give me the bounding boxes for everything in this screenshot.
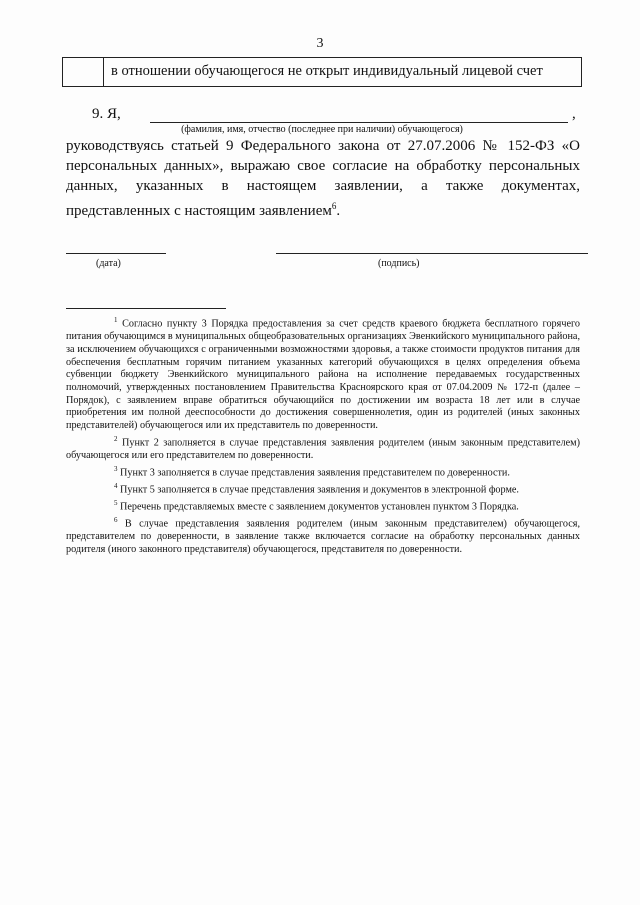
page-number: 3: [316, 36, 324, 51]
footnote-2: [66, 433, 580, 463]
footnote-text: В случае представления заявления родителем (иным законным представителем) обучающегося, представителем по доверенности, в заявление также включается согласие на обработку персональных данных родителя (иного законного представителя) обучающегося, представителя по доверенности.: [66, 518, 580, 555]
footnote-ref: 6: [114, 515, 118, 524]
footnote-text: Пункт 5 заполняется в случае представления заявления и документов в электронной форме.: [120, 484, 519, 495]
footnote-text: Пункт 3 заполняется в случае представления заявления представителем по доверенности.: [120, 466, 510, 478]
footnote-4: [66, 480, 580, 497]
footnote-text: Пункт 2 заполняется в случае представления заявления родителем (иным законным представителем) обучающегося или его представителем по доверенности.: [66, 437, 580, 461]
footnote-ref: 3: [114, 464, 118, 473]
footnote-1: [66, 314, 580, 433]
footnote-ref: 2: [114, 434, 118, 443]
footnote-ref: 4: [114, 481, 118, 490]
account-status-checkbox[interactable]: [63, 58, 104, 86]
consent-paragraph: [66, 136, 580, 221]
footnote-text: Перечень представляемых вместе с заявлением документов установлен пунктом 3 Порядка.: [120, 501, 519, 513]
account-status-row: [62, 57, 582, 87]
footnote-text: Согласно пункту 3 Порядка предоставления за счет средств краевого бюджета бесплатного горячего питания обучающимся в муниципальных общеобразовательных организациях Эвенкийского муниципального района, за исключением обучающихся с ограниченными возможностями здоровья, а также стоимости продуктов питания для обеспечения бесплатным горячим питанием указанных категорий обучающихся в целях определения объема субвенции бюджету Эвенкийского муниципального района на исполнение передаваемых государственных полномочий, утвержденных постановлением Правительства Красноярского края от 07.04.2009 № 172-п (далее – Порядок), с заявлением вправе обратиться обучающийся по достижении им возраста 18 лет или в случае приобретения им полной дееспособности до достижения совершеннолетия, один из родителей (иных законных представителей) обучающегося или их представитель по доверенности.: [66, 318, 581, 432]
footnote-3: [66, 463, 580, 480]
signature-caption: (подпись): [378, 258, 420, 269]
footnotes: [66, 314, 580, 556]
footnote-5: [66, 497, 580, 514]
student-fio-field[interactable]: [150, 122, 568, 123]
item-9-comma: ,: [572, 106, 576, 122]
footnote-ref: 5: [114, 498, 118, 507]
date-caption: (дата): [96, 258, 121, 269]
consent-text: руководствуясь статьей 9 Федерального закона от 27.07.2006 № 152-ФЗ «О персональных данных», выражаю свое согласие на обработку персональных данных, указанных в настоящем заявлении, а также документах, представленных с настоящим заявлением: [66, 138, 580, 219]
consent-end: .: [336, 203, 341, 219]
footnote-6: [66, 514, 580, 557]
date-field[interactable]: [66, 253, 166, 254]
footnote-separator: [66, 308, 226, 309]
account-status-text: в отношении обучающегося не открыт индивидуальный лицевой счет: [111, 63, 543, 79]
footnote-ref-6: 6: [331, 201, 337, 211]
fio-caption: (фамилия, имя, отчество (последнее при наличии) обучающегося): [181, 124, 463, 135]
item-9-number: 9. Я,: [92, 106, 121, 122]
footnote-ref: 1: [114, 316, 118, 324]
signature-field[interactable]: [276, 253, 588, 254]
